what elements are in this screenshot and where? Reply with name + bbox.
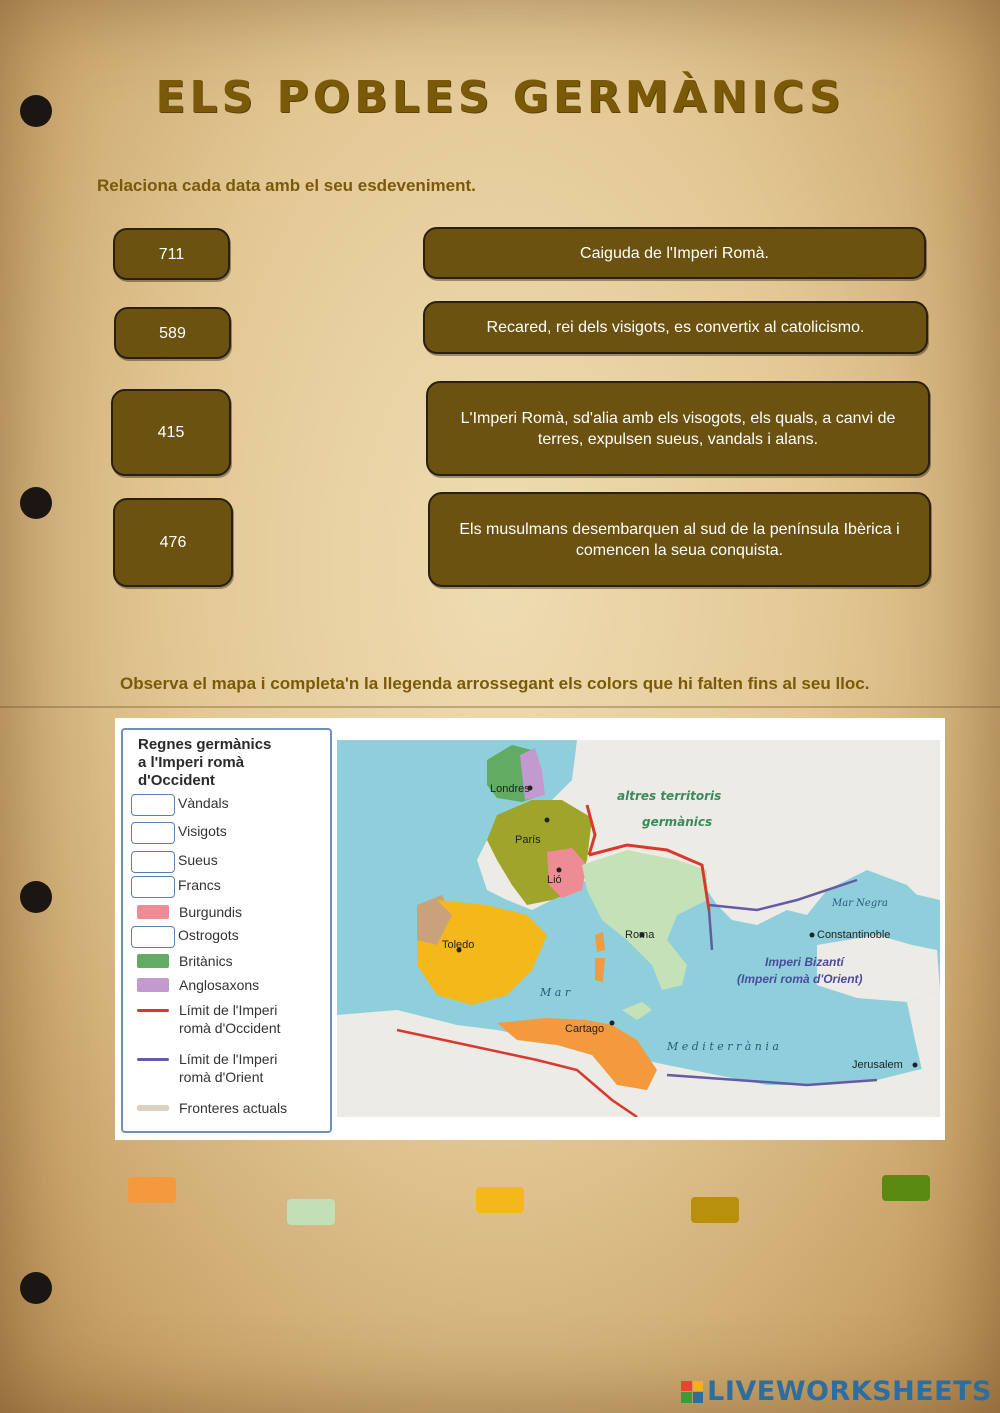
exercise1-instruction: Relaciona cada data amb el seu esdeveniment. (97, 176, 476, 195)
legend-item-francs: Francs (131, 876, 221, 898)
draggable-color-chip[interactable] (287, 1199, 335, 1225)
svg-text:M a r: M a r (540, 986, 571, 999)
map-legend (121, 728, 332, 1133)
legend-item-fronteres: Fronteres actuals (131, 1099, 287, 1117)
draggable-color-chip[interactable] (476, 1187, 524, 1213)
legend-item-vandals: Vàndals (131, 794, 229, 816)
legend-item-burgundis: Burgundis (131, 903, 242, 921)
event-option[interactable]: L'Imperi Romà, sd'alia amb els visogots, els quals, a canvi de terres, expulsen sueus, vandals i alans. (426, 381, 930, 476)
date-option[interactable]: 415 (111, 389, 231, 476)
legend-item-limit-orient: Límit de l'Imperi romà d'Orient (131, 1050, 291, 1086)
legend-title: Regnes germànics a l'Imperi romà d'Occident (138, 736, 272, 789)
svg-text:M e d i t e r r à n i a: M e d i t e r r à n i a (667, 1040, 779, 1053)
britanics-swatch (137, 954, 169, 968)
limit-orient-line (137, 1058, 169, 1061)
legend-item-visigots: Visigots (131, 822, 227, 844)
draggable-color-chip[interactable] (128, 1177, 176, 1203)
map-card (115, 718, 945, 1140)
binder-hole (20, 881, 52, 913)
event-option[interactable]: Els musulmans desembarquen al sud de la península Ibèrica i comencen la seua conquista. (428, 492, 931, 587)
paper-fold (0, 706, 1000, 708)
date-option[interactable]: 476 (113, 498, 233, 587)
draggable-color-chip[interactable] (691, 1197, 739, 1223)
svg-text:Londres: Londres (490, 783, 530, 795)
legend-dropzone[interactable] (131, 876, 175, 898)
anglosaxons-swatch (137, 978, 169, 992)
legend-item-britanics: Britànics (131, 952, 233, 970)
date-option[interactable]: 711 (113, 228, 230, 280)
legend-dropzone[interactable] (131, 794, 175, 816)
svg-text:germànics: germànics (642, 815, 713, 829)
svg-text:Lió: Lió (547, 874, 562, 886)
date-option[interactable]: 589 (114, 307, 231, 359)
svg-text:(Imperi romà d'Orient): (Imperi romà d'Orient) (737, 972, 863, 986)
draggable-color-chip[interactable] (882, 1175, 930, 1201)
legend-dropzone[interactable] (131, 822, 175, 844)
event-option[interactable]: Caiguda de l'Imperi Romà. (423, 227, 926, 279)
svg-text:París: París (515, 834, 541, 846)
limit-occident-line (137, 1009, 169, 1012)
exercise2-instruction: Observa el mapa i completa'n la llegenda arrossegant els colors que hi falten fins al seu lloc. (120, 674, 870, 693)
burgundis-swatch (137, 905, 169, 919)
svg-text:Mar Negra: Mar Negra (832, 898, 888, 909)
europe-map (337, 740, 940, 1117)
svg-text:altres territoris: altres territoris (617, 789, 722, 803)
legend-item-limit-occident: Límit de l'Imperi romà d'Occident (131, 1001, 291, 1037)
binder-hole (20, 487, 52, 519)
svg-text:Toledo: Toledo (442, 939, 475, 951)
svg-text:Jerusalem: Jerusalem (852, 1059, 903, 1071)
fronteres-line (137, 1105, 169, 1111)
legend-item-ostrogots: Ostrogots (131, 926, 239, 948)
svg-text:Cartago: Cartago (565, 1023, 605, 1035)
legend-dropzone[interactable] (131, 851, 175, 873)
svg-text:Constantinoble: Constantinoble (817, 929, 891, 941)
svg-text:Roma: Roma (625, 929, 655, 941)
liveworksheets-watermark: LIVEWORKSHEETS (681, 1376, 992, 1407)
event-option[interactable]: Recared, rei dels visigots, es convertix al catolicismo. (423, 301, 928, 354)
legend-item-anglosaxons: Anglosaxons (131, 976, 259, 994)
page-title: ELS POBLES GERMÀNICS (155, 72, 845, 123)
svg-text:Imperi Bizantí: Imperi Bizantí (765, 955, 844, 969)
legend-item-sueus: Sueus (131, 851, 218, 873)
binder-hole (20, 1272, 52, 1304)
liveworksheets-logo-icon (681, 1381, 703, 1403)
legend-dropzone[interactable] (131, 926, 175, 948)
